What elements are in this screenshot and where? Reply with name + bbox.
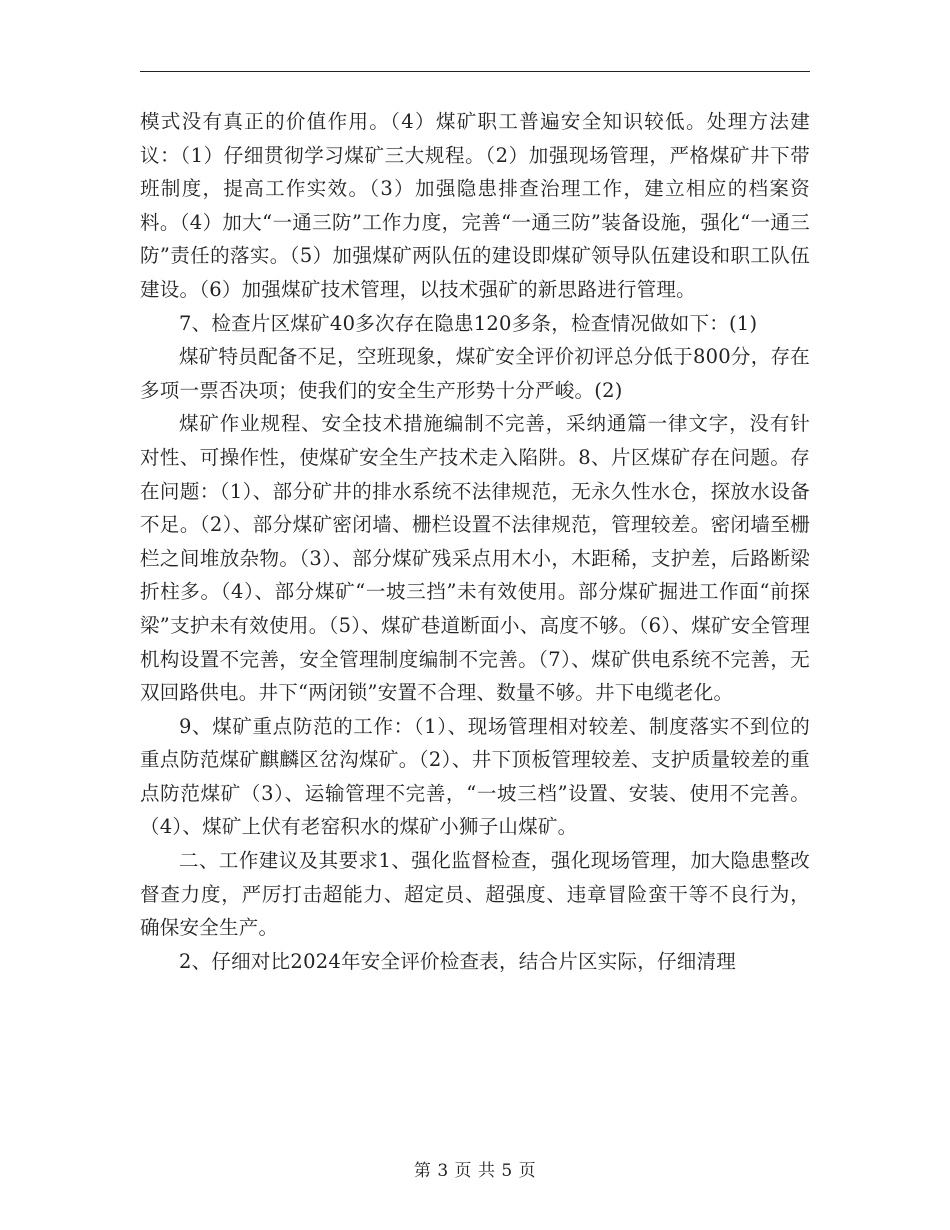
- paragraph: 9、煤矿重点防范的工作：（1）、现场管理相对较差、制度落实不到位的重点防范煤矿麒麟区岔沟煤矿。（2）、井下顶板管理较差、支护质量较差的重点防范煤矿（3）、运输管理不完善，“一坡三档”设置、安装、使用不完善。（4）、煤矿上伏有老窑积水的煤矿小狮子山煤矿。: [140, 714, 810, 839]
- paragraph: 2、仔细对比2024年安全评价检查表，结合片区实际，仔细清理: [179, 949, 737, 973]
- header-rule: [140, 71, 810, 72]
- paragraph: 模式没有真正的价值作用。（4）煤矿职工普遍安全知识较低。处理方法建议：（1）仔细贯彻学习煤矿三大规程。（2）加强现场管理，严格煤矿井下带班制度，提高工作实效。（3）加强隐患排查治理工作，建立相应的档案资料。（4）加大“一通三防”工作力度，完善“一通三防”装备设施，强化“一通三防”责任的落实。（5）加强煤矿两队伍的建设即煤矿领导队伍建设和职工队伍建设。（6）加强煤矿技术管理，以技术强矿的新思路进行管理。: [140, 110, 810, 301]
- paragraph: 煤矿作业规程、安全技术措施编制不完善，采纳通篇一律文字，没有针对性、可操作性，使煤矿安全生产技术走入陷阱。8、片区煤矿存在问题。存在问题：（1）、部分矿井的排水系统不法律规范，无永久性水仓，探放水设备不足。（2）、部分煤矿密闭墙、栅栏设置不法律规范，管理较差。密闭墙至栅栏之间堆放杂物。（3）、部分煤矿残采点用木小，木距稀，支护差，后路断梁折柱多。（4）、部分煤矿“一坡三挡”未有效使用。部分煤矿掘进工作面“前探梁”支护未有效使用。（5）、煤矿巷道断面小、高度不够。（6）、煤矿安全管理机构设置不完善，安全管理制度编制不完善。（7）、煤矿供电系统不完善，无双回路供电。井下“两闭锁”安置不合理、数量不够。井下电缆老化。: [140, 412, 810, 705]
- page-number-footer: 第 3 页 共 5 页: [413, 1161, 537, 1181]
- paragraph: 二、工作建议及其要求1、强化监督检查，强化现场管理，加大隐患整改督查力度，严厉打击超能力、超定员、超强度、违章冒险蛮干等不良行为，确保安全生产。: [140, 849, 810, 940]
- paragraph: 煤矿特员配备不足，空班现象，煤矿安全评价初评总分低于800分，存在多项一票否决项；使我们的安全生产形势十分严峻。(2): [140, 345, 810, 402]
- document-body: [140, 105, 810, 978]
- paragraph: 7、检查片区煤矿40多次存在隐患120多条，检查情况做如下：(1): [179, 311, 758, 335]
